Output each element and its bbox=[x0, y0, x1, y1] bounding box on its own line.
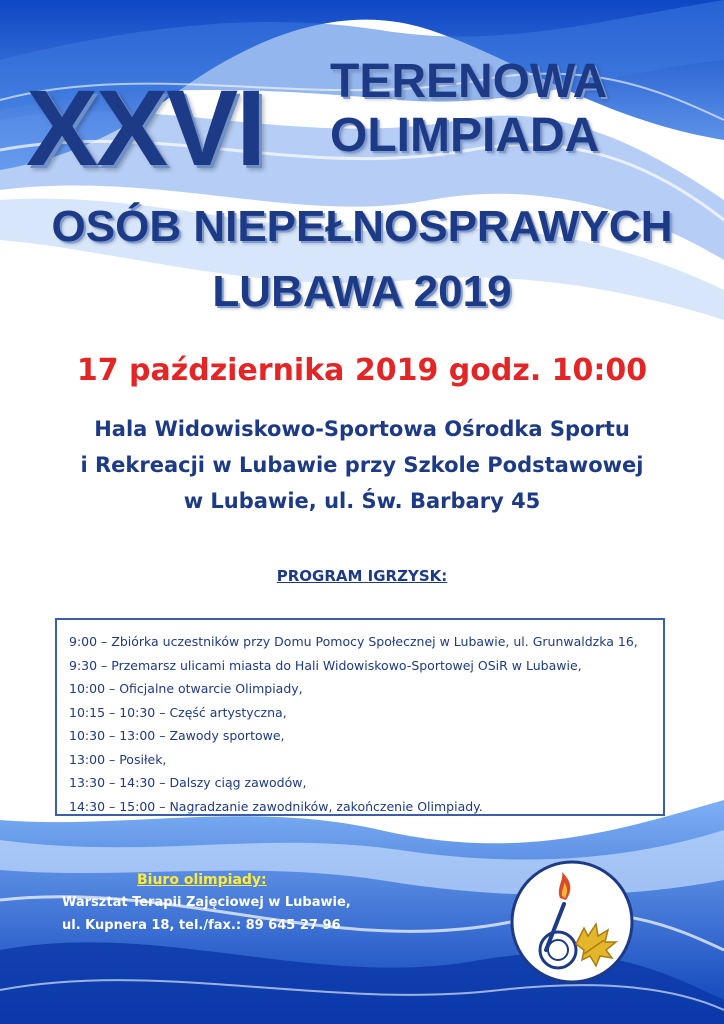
program-item: 10:00 – Oficjalne otwarcie Olimpiady, bbox=[69, 681, 303, 696]
office-line-2: ul. Kupnera 18, tel./fax.: 89 645 27 96 bbox=[62, 918, 341, 933]
program-item: 10:15 – 10:30 – Część artystyczna, bbox=[69, 704, 287, 720]
olympiad-logo-icon bbox=[508, 858, 636, 986]
program-item: 9:00 – Zbiórka uczestników przy Domu Pomocy Społecznej w Lubawie, ul. Grunwaldzka 16, bbox=[69, 634, 638, 649]
roman-numeral: XXVI bbox=[26, 67, 265, 188]
title-olimpiada: OLIMPIADA bbox=[330, 109, 600, 162]
venue-line-2: i Rekreacji w Lubawie przy Szkole Podstawowej bbox=[80, 453, 644, 477]
title-lubawa-2019: LUBAWA 2019 bbox=[212, 267, 512, 316]
title-terenowa: TERENOWA bbox=[330, 55, 608, 108]
office-title: Biuro olimpiady: bbox=[137, 872, 267, 888]
program-title: PROGRAM IGRZYSK: bbox=[276, 567, 448, 585]
program-item: 10:30 – 13:00 – Zawody sportowe, bbox=[69, 728, 285, 743]
title-osob-niepelnosprawnych: OSÓB NIEPEŁNOSPRAWYCH bbox=[51, 202, 673, 251]
venue-line-1: Hala Widowiskowo-Sportowa Ośrodka Sportu bbox=[94, 417, 630, 441]
program-item: 13:30 – 14:30 – Dalszy ciąg zawodów, bbox=[69, 775, 307, 790]
office-line-1: Warsztat Terapii Zajęciowej w Lubawie, bbox=[62, 895, 351, 910]
program-item: 14:30 – 15:00 – Nagradzanie zawodników, zakończenie Olimpiady. bbox=[69, 798, 483, 814]
program-item: 13:00 – Posiłek, bbox=[69, 751, 167, 767]
program-item: 9:30 – Przemarsz ulicami miasta do Hali Widowiskowo-Sportowej OSiR w Lubawie, bbox=[69, 657, 582, 673]
venue-line-3: w Lubawie, ul. Św. Barbary 45 bbox=[183, 489, 541, 513]
event-date-time: 17 października 2019 godz. 10:00 bbox=[76, 353, 648, 388]
program-box bbox=[55, 618, 665, 816]
